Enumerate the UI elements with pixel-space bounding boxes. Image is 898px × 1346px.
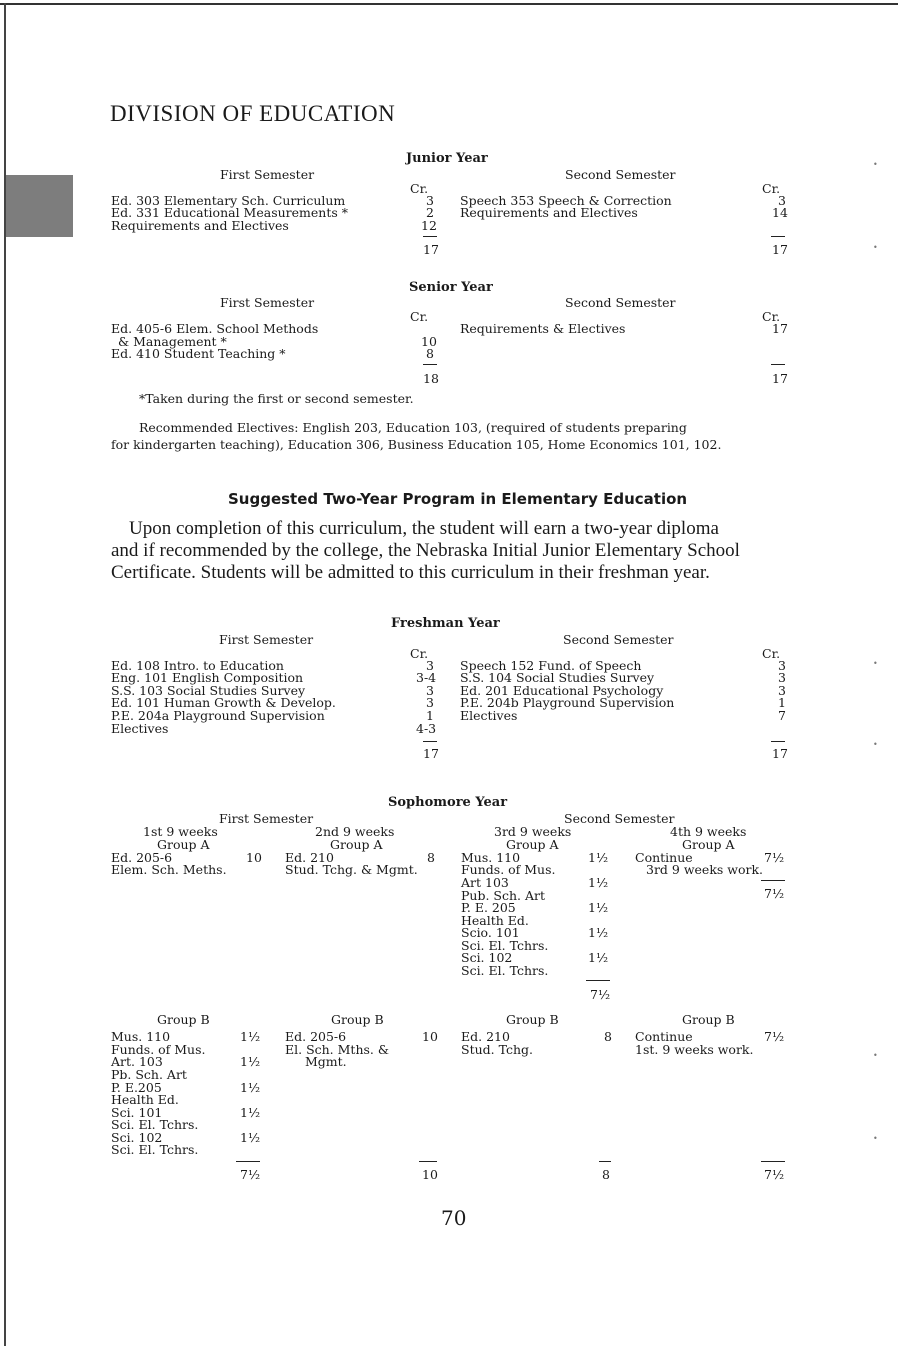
course-line: & Management * bbox=[118, 334, 227, 349]
scan-speck: • bbox=[873, 740, 878, 749]
course-line: Ed. 331 Educational Measurements * bbox=[111, 205, 349, 220]
page-top-border bbox=[0, 3, 898, 5]
total-rule bbox=[771, 364, 785, 365]
group-b-total: 8 bbox=[602, 1167, 610, 1182]
credit-value: 1½ bbox=[240, 1080, 261, 1095]
scan-speck: • bbox=[873, 1134, 878, 1143]
program-paragraph-line2: and if recommended by the college, the Nebraska Initial Junior Elementary School bbox=[111, 540, 740, 561]
group-label: Group A bbox=[506, 837, 559, 852]
course-line: Mgmt. bbox=[305, 1054, 347, 1069]
course-line: Health Ed. bbox=[461, 913, 529, 928]
freshman-second-total: 17 bbox=[772, 746, 788, 761]
senior-second-semester-label: Second Semester bbox=[565, 295, 676, 310]
course-line: Elem. Sch. Meths. bbox=[111, 862, 227, 877]
senior-first-semester-label: First Semester bbox=[220, 295, 315, 310]
course-line: Electives bbox=[460, 708, 518, 723]
total-rule bbox=[599, 1161, 611, 1162]
course-line: Sci. 101 bbox=[111, 1105, 163, 1120]
total-rule bbox=[771, 741, 785, 742]
course-line: P.E. 204a Playground Supervision bbox=[111, 708, 325, 723]
credit-value: 14 bbox=[772, 205, 788, 220]
credit-value: 3 bbox=[778, 670, 786, 685]
course-line: Continue bbox=[635, 850, 693, 865]
course-line: Sci. 102 bbox=[111, 1130, 163, 1145]
course-line: Ed. 205-6 bbox=[285, 1029, 347, 1044]
course-line: Ed. 405-6 Elem. School Methods bbox=[111, 321, 319, 336]
course-line: Electives bbox=[111, 721, 169, 736]
course-line: Speech 353 Speech & Correction bbox=[460, 193, 672, 208]
junior-second-total: 17 bbox=[772, 242, 788, 257]
group-b-total: 7½ bbox=[240, 1167, 261, 1182]
freshman-first-semester-label: First Semester bbox=[219, 632, 314, 647]
group-a-4th-total: 7½ bbox=[764, 886, 785, 901]
credit-value: 3 bbox=[778, 683, 786, 698]
credit-value: 3 bbox=[426, 193, 434, 208]
total-rule bbox=[419, 1161, 437, 1162]
credit-value: 10 bbox=[421, 334, 437, 349]
group-label: Group B bbox=[157, 1012, 210, 1027]
course-line: Pb. Sch. Art bbox=[111, 1067, 187, 1082]
course-line: Sci. El. Tchrs. bbox=[461, 938, 549, 953]
course-line: Funds. of Mus. bbox=[461, 862, 556, 877]
course-line: Stud. Tchg. & Mgmt. bbox=[285, 862, 418, 877]
freshman-first-total: 17 bbox=[423, 746, 439, 761]
credit-value: 7½ bbox=[764, 1029, 785, 1044]
course-line: Ed. 210 bbox=[461, 1029, 510, 1044]
course-line: Requirements and Electives bbox=[111, 218, 289, 233]
course-line: Eng. 101 English Composition bbox=[111, 670, 304, 685]
credit-value: 8 bbox=[427, 850, 435, 865]
two-year-program-heading: Suggested Two-Year Program in Elementary Education bbox=[228, 490, 688, 508]
junior-second-semester-label: Second Semester bbox=[565, 167, 676, 182]
junior-first-cr-header: Cr. bbox=[410, 181, 429, 196]
sophomore-year-heading: Sophomore Year bbox=[388, 795, 508, 810]
course-line: Continue bbox=[635, 1029, 693, 1044]
credit-value: 1½ bbox=[588, 950, 609, 965]
course-line: El. Sch. Mths. & bbox=[285, 1042, 389, 1057]
group-b-total: 7½ bbox=[764, 1167, 785, 1182]
senior-first-total: 18 bbox=[423, 371, 439, 386]
weeks-label: 2nd 9 weeks bbox=[315, 824, 395, 839]
junior-first-semester-label: First Semester bbox=[220, 167, 315, 182]
group-label: Group B bbox=[331, 1012, 384, 1027]
page-number: 70 bbox=[441, 1206, 467, 1230]
credit-value: 1½ bbox=[588, 900, 609, 915]
credit-value: 3 bbox=[426, 658, 434, 673]
weeks-label: 4th 9 weeks bbox=[670, 824, 747, 839]
course-line: 3rd 9 weeks work. bbox=[646, 862, 764, 877]
weeks-label: 1st 9 weeks bbox=[143, 824, 218, 839]
freshman-year-heading: Freshman Year bbox=[391, 616, 500, 631]
group-label: Group B bbox=[682, 1012, 735, 1027]
group-b-total: 10 bbox=[422, 1167, 438, 1182]
course-line: Requirements and Electives bbox=[460, 205, 638, 220]
course-line: Art. 103 bbox=[111, 1054, 163, 1069]
course-line: Ed. 303 Elementary Sch. Curriculum bbox=[111, 193, 346, 208]
scan-speck: • bbox=[873, 160, 878, 169]
total-rule bbox=[423, 236, 437, 237]
credit-value: 1½ bbox=[588, 850, 609, 865]
course-line: P. E. 205 bbox=[461, 900, 516, 915]
credit-value: 3 bbox=[426, 695, 434, 710]
course-line: S.S. 103 Social Studies Survey bbox=[111, 683, 306, 698]
section-thumb-tab bbox=[6, 175, 73, 237]
credit-value: 1½ bbox=[240, 1105, 261, 1120]
scan-speck: • bbox=[873, 1051, 878, 1060]
course-line: 1st. 9 weeks work. bbox=[635, 1042, 754, 1057]
credit-value: 12 bbox=[421, 218, 437, 233]
credit-value: 1½ bbox=[240, 1130, 261, 1145]
credit-value: 3 bbox=[778, 193, 786, 208]
credit-value: 8 bbox=[604, 1029, 612, 1044]
page-title: DIVISION OF EDUCATION bbox=[110, 101, 396, 126]
course-line: Health Ed. bbox=[111, 1092, 179, 1107]
senior-second-cr-header: Cr. bbox=[762, 309, 781, 324]
total-rule bbox=[423, 364, 437, 365]
credit-value: 10 bbox=[422, 1029, 438, 1044]
total-rule bbox=[761, 1161, 785, 1162]
freshman-second-semester-label: Second Semester bbox=[563, 632, 674, 647]
course-line: Mus. 110 bbox=[111, 1029, 171, 1044]
course-line: Art 103 bbox=[461, 875, 509, 890]
credit-value: 7 bbox=[778, 708, 786, 723]
total-rule bbox=[423, 741, 437, 742]
group-label: Group A bbox=[157, 837, 210, 852]
weeks-label: 3rd 9 weeks bbox=[494, 824, 572, 839]
credit-value: 1½ bbox=[240, 1054, 261, 1069]
senior-second-total: 17 bbox=[772, 371, 788, 386]
freshman-first-cr-header: Cr. bbox=[410, 646, 429, 661]
group-a-3rd-total: 7½ bbox=[590, 987, 611, 1002]
course-line: Stud. Tchg. bbox=[461, 1042, 533, 1057]
junior-year-heading: Junior Year bbox=[406, 151, 488, 166]
group-label: Group A bbox=[330, 837, 383, 852]
credit-value: 3 bbox=[426, 683, 434, 698]
course-line: P. E.205 bbox=[111, 1080, 162, 1095]
credit-value: 1 bbox=[426, 708, 434, 723]
credit-value: 7½ bbox=[764, 850, 785, 865]
senior-first-cr-header: Cr. bbox=[410, 309, 429, 324]
course-line: Ed. 108 Intro. to Education bbox=[111, 658, 284, 673]
program-paragraph-line1: Upon completion of this curriculum, the student will earn a two-year diploma bbox=[129, 518, 719, 539]
course-line: Ed. 210 bbox=[285, 850, 334, 865]
course-line: Sci. El. Tchrs. bbox=[111, 1142, 199, 1157]
credit-value: 8 bbox=[426, 346, 434, 361]
total-rule bbox=[236, 1161, 260, 1162]
course-line: P.E. 204b Playground Supervision bbox=[460, 695, 675, 710]
credit-value: 1 bbox=[778, 695, 786, 710]
course-line: Ed. 201 Educational Psychology bbox=[460, 683, 664, 698]
recommended-electives-line1: Recommended Electives: English 203, Education 103, (required of students preparing bbox=[139, 420, 687, 435]
course-line: Requirements & Electives bbox=[460, 321, 626, 336]
recommended-electives-line2: for kindergarten teaching), Education 306, Business Education 105, Home Economics 101, 102. bbox=[111, 437, 722, 452]
credit-value: 10 bbox=[246, 850, 262, 865]
total-rule bbox=[761, 880, 785, 881]
scan-speck: • bbox=[873, 659, 878, 668]
credit-value: 3-4 bbox=[416, 670, 437, 685]
credit-value: 1½ bbox=[588, 875, 609, 890]
credit-value: 2 bbox=[426, 205, 434, 220]
total-rule bbox=[586, 980, 610, 981]
credit-value: 17 bbox=[772, 321, 788, 336]
group-label: Group B bbox=[506, 1012, 559, 1027]
scan-speck: • bbox=[873, 243, 878, 252]
course-line: Scio. 101 bbox=[461, 925, 520, 940]
course-line: Ed. 101 Human Growth & Develop. bbox=[111, 695, 336, 710]
junior-second-cr-header: Cr. bbox=[762, 181, 781, 196]
course-line: Sci. 102 bbox=[461, 950, 513, 965]
course-line: Mus. 110 bbox=[461, 850, 521, 865]
course-line: S.S. 104 Social Studies Survey bbox=[460, 670, 655, 685]
group-label: Group A bbox=[682, 837, 735, 852]
senior-year-heading: Senior Year bbox=[409, 280, 493, 295]
sophomore-second-semester-label: Second Semester bbox=[564, 811, 675, 826]
course-line: Speech 152 Fund. of Speech bbox=[460, 658, 642, 673]
credit-value: 4-3 bbox=[416, 721, 437, 736]
freshman-second-cr-header: Cr. bbox=[762, 646, 781, 661]
credit-value: 1½ bbox=[588, 925, 609, 940]
total-rule bbox=[771, 236, 785, 237]
course-line: Sci. El. Tchrs. bbox=[111, 1117, 199, 1132]
program-paragraph-line3: Certificate. Students will be admitted to this curriculum in their freshman year. bbox=[111, 562, 710, 583]
course-line: Funds. of Mus. bbox=[111, 1042, 206, 1057]
course-line: Sci. El. Tchrs. bbox=[461, 963, 549, 978]
junior-first-total: 17 bbox=[423, 242, 439, 257]
course-line: Ed. 410 Student Teaching * bbox=[111, 346, 286, 361]
credit-value: 3 bbox=[778, 658, 786, 673]
senior-footnote: *Taken during the first or second semester. bbox=[139, 391, 414, 406]
credit-value: 1½ bbox=[240, 1029, 261, 1044]
course-line: Ed. 205-6 bbox=[111, 850, 173, 865]
course-line: Pub. Sch. Art bbox=[461, 888, 545, 903]
sophomore-first-semester-label: First Semester bbox=[219, 811, 314, 826]
